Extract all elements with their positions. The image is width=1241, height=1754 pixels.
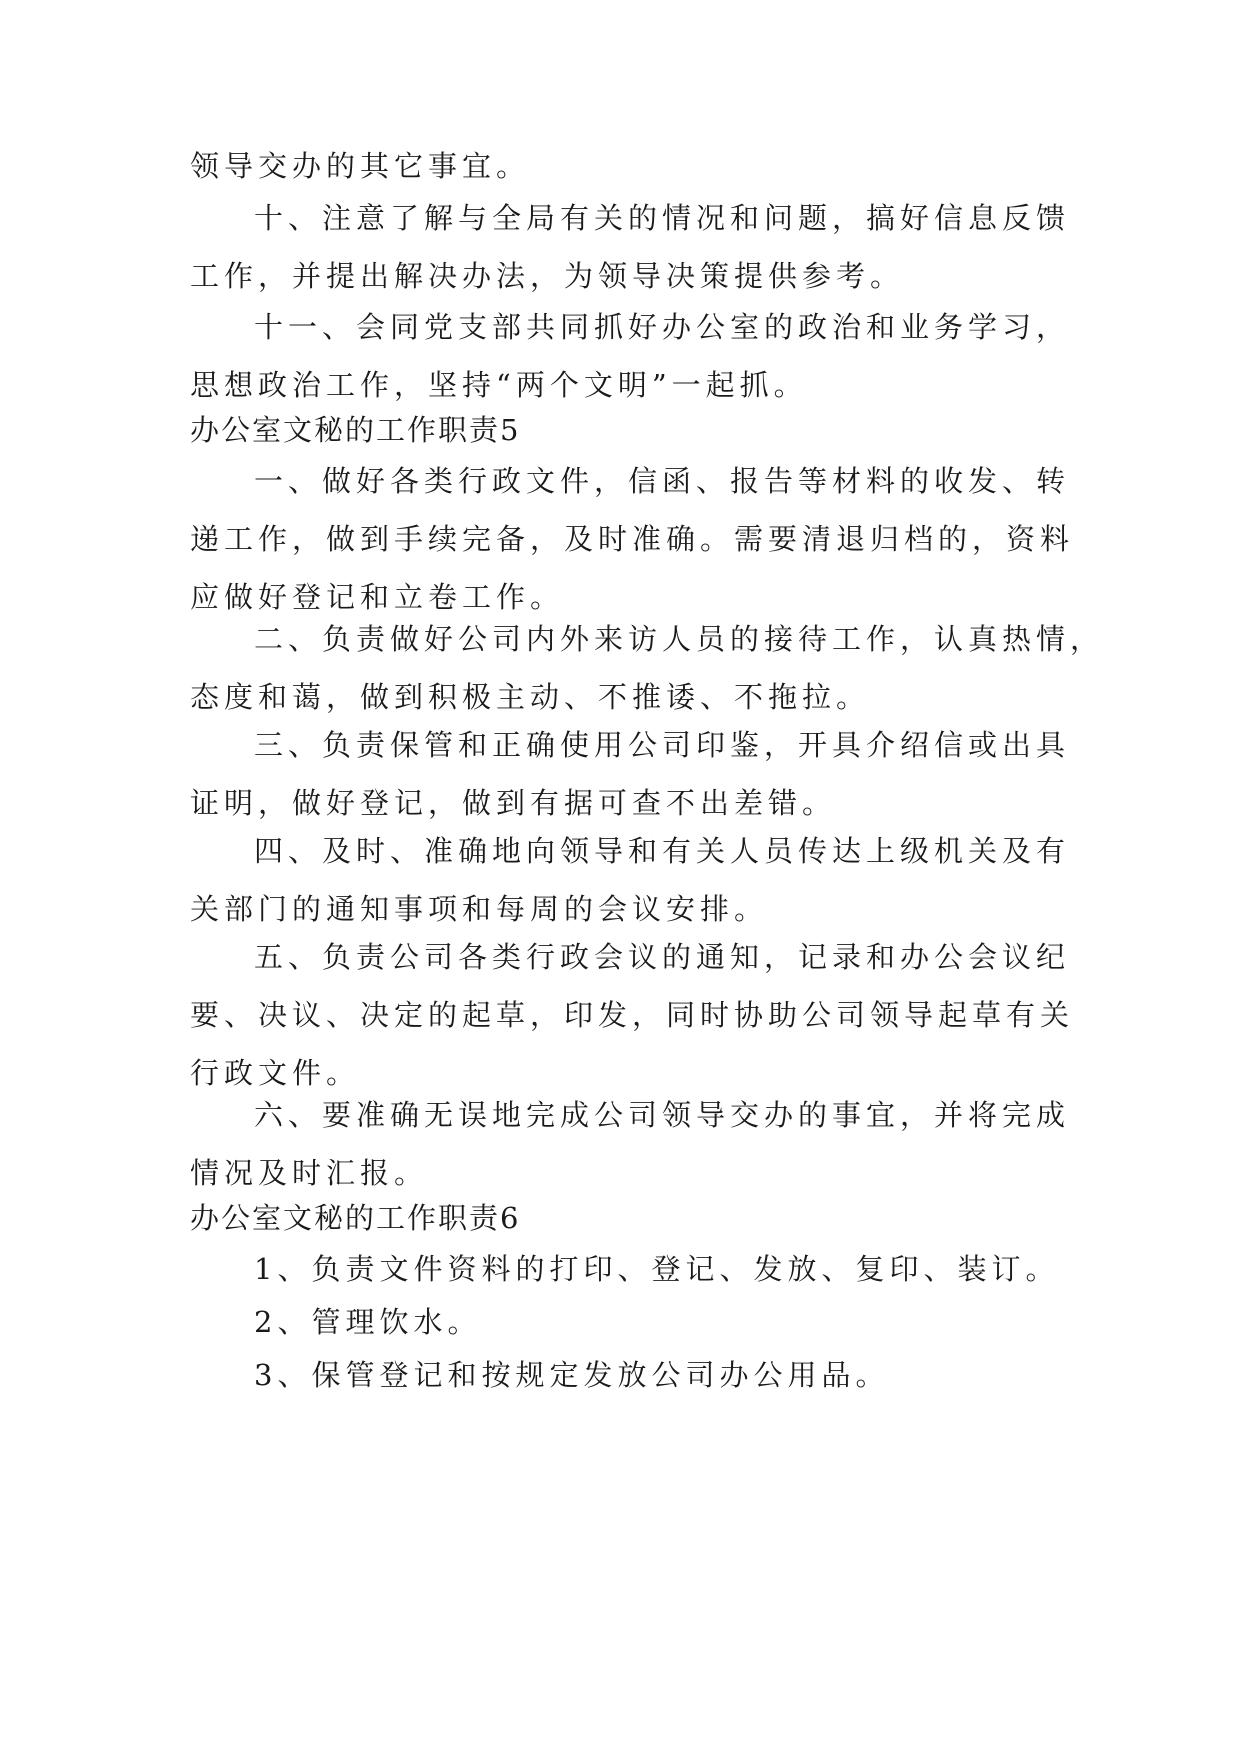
text-line: 3、保管登记和按规定发放公司办公用品。 bbox=[254, 1358, 890, 1392]
section-heading-5: 办公室文秘的工作职责5 bbox=[190, 413, 521, 447]
section5-item-5 bbox=[190, 928, 1075, 1102]
text-line: 四、及时、准确地向领导和有关人员传达上级机关及有 bbox=[254, 834, 1071, 868]
text-line: 十一、会同党支部共同抓好办公室的政治和业务学习， bbox=[254, 310, 1071, 344]
section5-item-4 bbox=[190, 822, 1071, 938]
text-line: 情况及时汇报。 bbox=[190, 1156, 429, 1190]
text-line: 一、做好各类行政文件，信函、报告等材料的收发、转 bbox=[254, 464, 1071, 498]
text-line: 递工作，做到手续完备，及时准确。需要清退归档的，资料 bbox=[190, 522, 1075, 556]
text-line: 2、管理饮水。 bbox=[254, 1305, 482, 1339]
text-line: 工作，并提出解决办法，为领导决策提供参考。 bbox=[190, 259, 905, 293]
section6-item-1 bbox=[190, 1240, 1060, 1298]
text-line: 十、注意了解与全局有关的情况和问题，搞好信息反馈 bbox=[254, 201, 1071, 235]
text-line: 三、负责保管和正确使用公司印鉴，开具介绍信或出具 bbox=[254, 728, 1071, 762]
text-line: 五、负责公司各类行政会议的通知，记录和办公会议纪 bbox=[254, 940, 1071, 974]
text-line: 证明，做好登记，做到有据可查不出差错。 bbox=[190, 786, 837, 820]
text-line: 思想政治工作，坚持“两个文明”一起抓。 bbox=[190, 368, 808, 402]
text-line: 关部门的通知事项和每周的会议安排。 bbox=[190, 892, 769, 926]
text-line: 应做好登记和立卷工作。 bbox=[190, 580, 565, 614]
paragraph-item-10 bbox=[190, 189, 1071, 305]
text-line: 态度和蔼，做到积极主动、不推诿、不拖拉。 bbox=[190, 680, 871, 714]
paragraph-continuation bbox=[190, 137, 1050, 195]
section5-item-3 bbox=[190, 716, 1071, 832]
section5-item-6 bbox=[190, 1086, 1071, 1202]
text-line: 行政文件。 bbox=[190, 1056, 361, 1090]
section5-item-2 bbox=[190, 610, 1105, 726]
section5-item-1 bbox=[190, 452, 1075, 626]
text-line: 1、负责文件资料的打印、登记、发放、复印、装订。 bbox=[254, 1252, 1060, 1286]
section-heading-6: 办公室文秘的工作职责6 bbox=[190, 1201, 521, 1235]
text-line: 领导交办的其它事宜。 bbox=[190, 149, 531, 183]
text-line: 要、决议、决定的起草，印发，同时协助公司领导起草有关 bbox=[190, 998, 1075, 1032]
section6-item-3 bbox=[190, 1346, 1050, 1404]
text-line: 六、要准确无误地完成公司领导交办的事宜，并将完成 bbox=[254, 1098, 1071, 1132]
paragraph-item-11 bbox=[190, 298, 1071, 414]
text-line: 二、负责做好公司内外来访人员的接待工作，认真热情， bbox=[254, 622, 1105, 656]
section6-item-2 bbox=[190, 1293, 1050, 1351]
